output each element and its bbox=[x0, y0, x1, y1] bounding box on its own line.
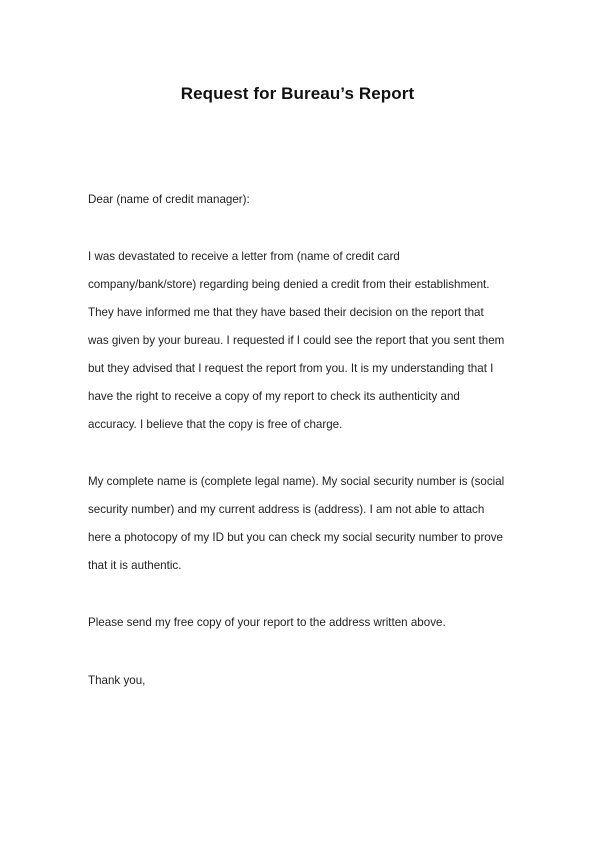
closing: Thank you, bbox=[88, 674, 146, 687]
paragraph-1-line: have the right to receive a copy of my report to check its authenticity and bbox=[88, 390, 460, 403]
paragraph-1-line: I was devastated to receive a letter from (name of credit card bbox=[88, 250, 400, 263]
paragraph-2-line: that it is authentic. bbox=[88, 559, 182, 572]
salutation: Dear (name of credit manager): bbox=[88, 193, 250, 206]
paragraph-1-line: accuracy. I believe that the copy is free of charge. bbox=[88, 418, 343, 431]
document-title: Request for Bureau’s Report bbox=[180, 84, 415, 103]
paragraph-2-line: here a photocopy of my ID but you can check my social security number to prove bbox=[88, 531, 503, 544]
paragraph-1-line: but they advised that I request the report from you. It is my understanding that I bbox=[88, 362, 494, 375]
paragraph-1-line: They have informed me that they have based their decision on the report that bbox=[88, 306, 484, 319]
paragraph-2-line: security number) and my current address is (address). I am not able to attach bbox=[88, 503, 485, 516]
paragraph-1-line: was given by your bureau. I requested if I could see the report that you sent them bbox=[88, 334, 505, 347]
paragraph-1-line: company/bank/store) regarding being denied a credit from their establishment. bbox=[88, 278, 490, 291]
paragraph-3: Please send my free copy of your report to the address written above. bbox=[88, 616, 446, 629]
paragraph-2-line: My complete name is (complete legal name). My social security number is (social bbox=[88, 475, 505, 488]
